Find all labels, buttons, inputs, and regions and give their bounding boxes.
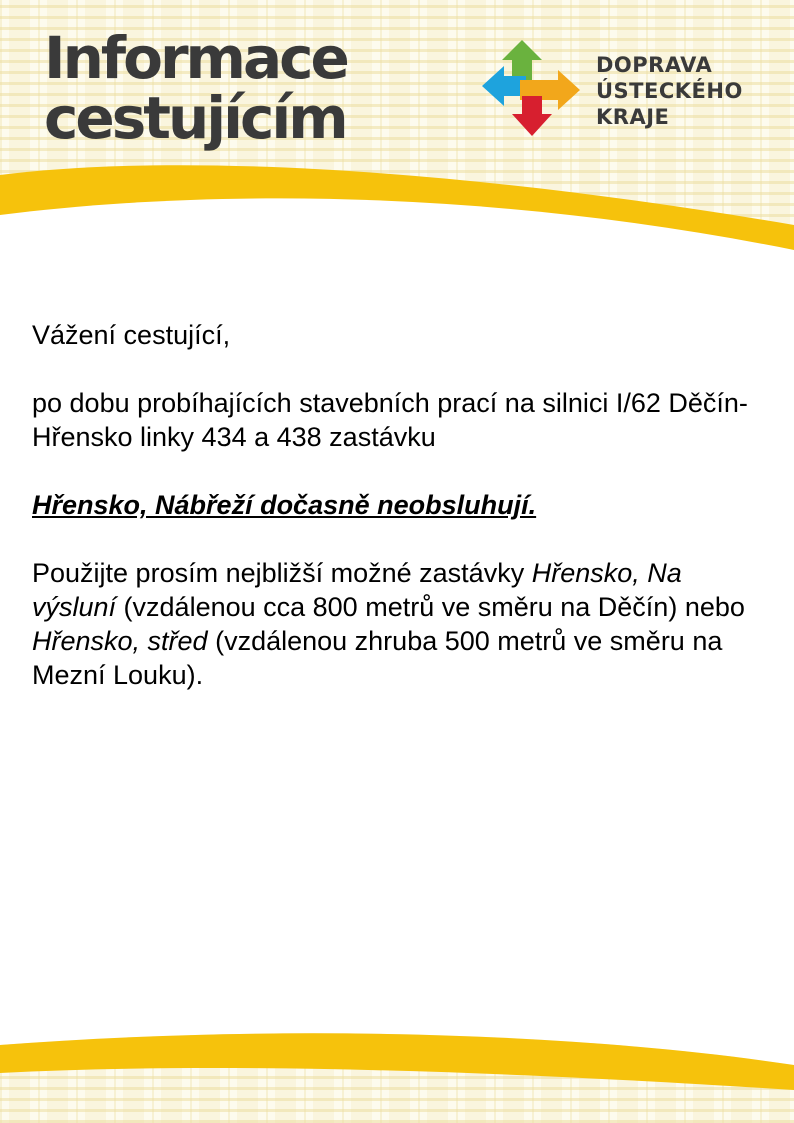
advice-part3: (vzdálenou zhruba 500 metrů ve směru na Mezní Louku). [32,626,723,690]
logo-text-line1: DOPRAVA [596,53,713,77]
header-title [44,24,347,152]
notice-body [32,318,772,692]
logo-text-line3: KRAJE [596,105,670,129]
footer-swoosh [0,1005,794,1123]
advice-part1: Použijte prosím nejbližší možné zastávky [32,558,532,588]
logo-text [596,52,743,130]
advice-part2: (vzdálenou cca 800 metrů ve směru na Děčín) nebo [116,592,745,622]
intro-paragraph: po dobu probíhajících stavebních prací na silnici I/62 Děčín-Hřensko linky 434 a 438 zastávku [32,388,748,452]
alternative-stops-paragraph [32,556,772,692]
header-title-line1: Informace [44,24,347,92]
header-title-line2: cestujícím [44,84,346,152]
alternative-stop-2: Hřensko, střed [32,626,208,656]
alternative-stop-1: Hřensko, Na výsluní [32,558,682,622]
arrows-logo-icon [482,38,582,138]
closure-notice: Hřensko, Nábřeží dočasně neobsluhují. [32,490,537,520]
logo-text-line2: ÚSTECKÉHO [596,79,743,103]
greeting: Vážení cestující, [32,320,231,350]
dopravy-usteckeho-kraje-logo [482,38,782,138]
